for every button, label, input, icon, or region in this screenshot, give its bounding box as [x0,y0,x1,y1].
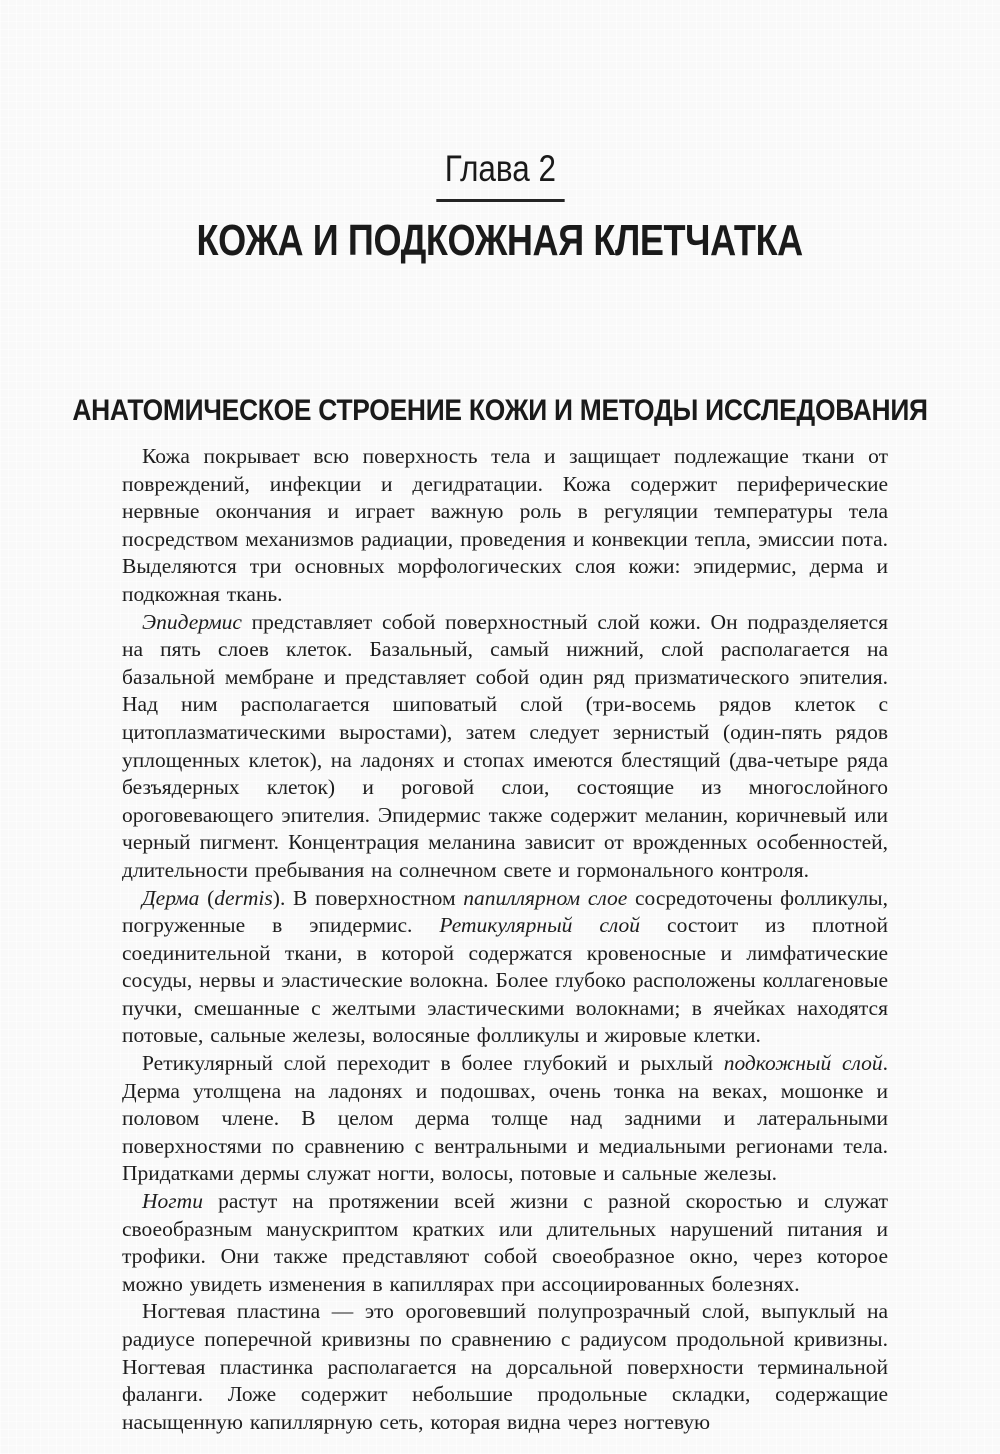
section-heading [0,394,1000,428]
italic-text-run: папиллярном слое [463,885,628,910]
italic-text-run: Дерма [142,885,200,910]
italic-text-run: подкожный слой [723,1051,883,1076]
italic-text-run: Ногти [142,1189,203,1214]
paragraph [122,1050,888,1188]
text-run: ). В поверхностном [272,885,464,910]
italic-text-run: dermis [214,885,273,910]
body-paragraphs [122,443,888,1436]
chapter-head [0,0,1000,266]
text-run: . Дерма утолщена на ладонях и подошвах, очень тонка на веках, мошонке и половом члене. В целом дерма толще над задними и латеральными поверхностями по сравнению с вентральными и медиальными регионами тела. Придатками дермы служат ногти, волосы, потовые и сальные железы. [122,1051,888,1186]
italic-text-run: Эпидермис [142,609,242,634]
chapter-label: Глава 2 [436,148,564,202]
text-run: Ретикулярный слой переходит в более глубокий и рыхлый [142,1051,724,1076]
chapter-title [0,216,1000,266]
italic-text-run: Ретикулярный слой [439,913,641,938]
paragraph [122,1188,888,1298]
text-run: представляет собой поверхностный слой кожи. Он подразделяется на пять слоев клеток. Базальный, самый нижний, слой располагается на базальной мембране и представляет собой один ряд призматического эпителия. Над ним располагается шиповатый слой (три-восемь рядов клеток с цитоплазматическими выростами), затем следует зернистый (один-пять рядов уплощенных клеток), на ладонях и стопах имеются блестящий (два-четыре ряда безъядерных клеток) и роговой слои, состоящие из многослойного ороговевающего эпителия. Эпидермис также содержит меланин, коричневый или черный пигмент. Концентрация меланина зависит от врожденных особенностей, длительности пребывания на солнечном свете и гормонального контроля. [122,609,888,882]
text-run: Кожа покрывает всю поверхность тела и защищает подлежащие ткани от повреждений, инфекции и дегидратации. Кожа содержит периферические нервные окончания и играет важную роль в регуляции температуры тела посредством механизмов радиации, проведения и конвекции тепла, эмиссии пота. Выделяются три основных морфологических слоя кожи: эпидермис, дерма и подкожная ткань. [122,444,888,606]
paragraph [122,443,888,609]
paragraph [122,1298,888,1436]
paragraph [122,885,888,1051]
text-run: ( [199,885,215,910]
text-run: Ногтевая пластина — это ороговевший полупрозрачный слой, выпуклый на радиусе поперечной кривизны по сравнению с радиусом продольной кривизны. Ногтевая пластинка располагается на дорсальной поверхности терминальной фаланги. Ложе содержит небольшие продольные складки, содержащие насыщенную капиллярную сеть, которая видна через ногтевую [122,1299,888,1434]
text-run: сосредоточены фолликулы, погруженные в эпидермис. [122,885,888,938]
text-run: растут на протяжении всей жизни с разной скоростью и служат своеобразным манускриптом кратких или длительных нарушений питания и трофики. Они также представляют собой своеобразное окно, через которое можно увидеть изменения в капиллярах при ассоциированных болезнях. [122,1189,888,1296]
paragraph [122,609,888,885]
section-heading-text: АНАТОМИЧЕСКОЕ СТРОЕНИЕ КОЖИ И МЕТОДЫ ИССЛЕДОВАНИЯ [72,394,928,427]
chapter-label-wrap [436,148,564,202]
chapter-title-text: КОЖА И ПОДКОЖНАЯ КЛЕТЧАТКА [196,216,804,265]
text-run: состоит из плотной соединительной ткани, в которой содержатся кровеносные и лимфатические сосуды, нервы и эластические волокна. Более глубоко расположены коллагеновые пучки, смешанные с желтыми эластическими волокнами; в ячейках находятся потовые, сальные железы, волосяные фолликулы и жировые клетки. [122,913,888,1048]
